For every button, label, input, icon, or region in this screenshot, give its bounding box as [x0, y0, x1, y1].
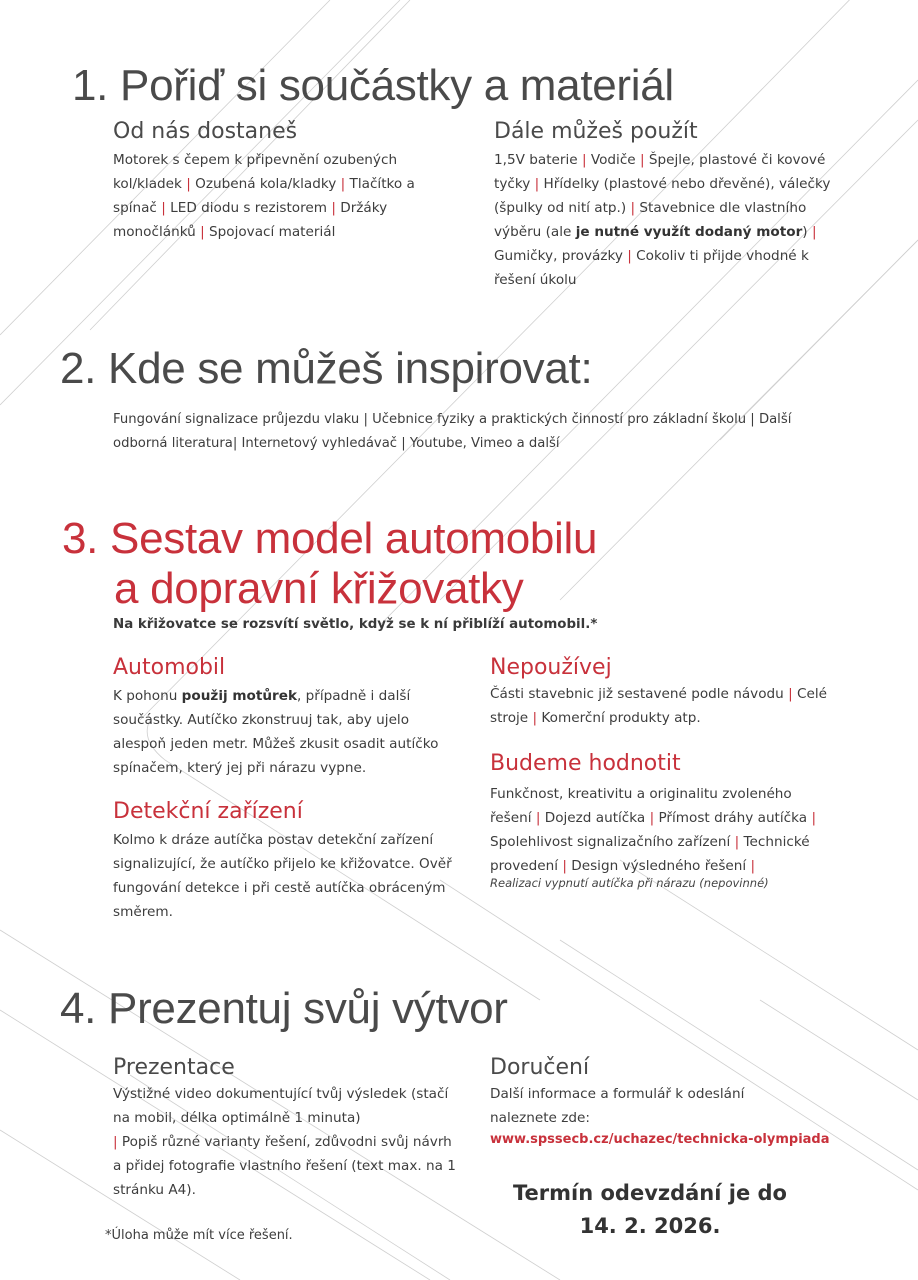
also-use-list: 1,5V baterie | Vodiče | Špejle, plastové či kovové tyčky | Hřídelky (plastové nebo dřevěné), válečky (špulky od nití atp.) | Stavebnice dle vlastního výběru (ale je nutné využít dodaný motor) | Gumičky, provázky | Cokoliv ti přijde vhodné k řešení úkolu: [494, 152, 831, 289]
deadline: [490, 1177, 810, 1243]
list-item: Přímost dráhy autíčka: [658, 810, 808, 827]
from-us-heading: Od nás dostaneš: [113, 119, 298, 144]
nepouzivej-list: Části stavebnic již sestavené podle návodu | Celé stroje | Komerční produkty atp.: [490, 686, 828, 727]
nepouzivej-heading: Nepoužívej: [490, 655, 612, 680]
list-item: Dojezd autíčka: [544, 810, 646, 827]
detekce-heading: Detekční zařízení: [113, 799, 303, 824]
list-item: Funkčnost, kreativitu a originalitu zvoleného řešení: [490, 786, 792, 827]
list-item: Spojovací materiál: [209, 224, 336, 241]
section-1-col-from-us: [113, 120, 463, 244]
section-2-title: 2. Kde se můžeš inspirovat:: [60, 344, 593, 393]
hodnoceni-heading: Budeme hodnotit: [490, 751, 681, 776]
list-item: Motorek s čepem k připevnění ozubených kol/kladek: [113, 152, 398, 193]
prezentace-text: Výstižné video dokumentující tvůj výsledek (stačí na mobil, délka optimálně 1 minuta) | Popiš různé varianty řešení, zdůvodni svůj návrh a přidej fotografie vlastního řešení (text max. na 1 stránku A4).: [113, 1086, 456, 1199]
section-3-title-line-2: a dopravní křižovatky: [114, 564, 524, 613]
from-us-list: Motorek s čepem k připevnění ozubených kol/kladek | Ozubená kola/kladky | Tlačítko a spínač | LED diodu s rezistorem | Držáky monočlánků | Spojovací materiál: [113, 152, 415, 241]
list-item: Gumičky, provázky: [494, 248, 623, 265]
detekce-text: Kolmo k dráze autíčka postav detekční zařízení signalizující, že autíčko přijelo ke křižovatce. Ověř fungování detekce i při cestě autíčka obráceným směrem.: [113, 832, 452, 921]
list-item: Celé stroje: [490, 686, 828, 727]
list-item: Tlačítko a spínač: [113, 176, 415, 217]
doruceni-heading: Doručení: [490, 1055, 590, 1080]
list-item: Technické provedení: [490, 834, 810, 875]
list-item: 1,5V baterie: [494, 152, 578, 169]
deadline-date: 14. 2. 2026.: [579, 1214, 721, 1238]
hodnoceni-list: Funkčnost, kreativitu a originalitu zvoleného řešení | Dojezd autíčka | Přímost dráhy autíčka | Spolehlivost signalizačního zařízení | Technické provedení | Design výsledného řešení |: [490, 786, 817, 875]
inspiration-text: Fungování signalizace průjezdu vlaku | Učebnice fyziky a praktických činností pro základní školu | Další odborná literatura| Internetový vyhledávač | Youtube, Vimeo a další: [113, 412, 792, 451]
section-3-title-line-1: 3. Sestav model automobilu: [62, 514, 598, 563]
section-1-col-also-use: [494, 120, 839, 292]
hodnoceni-optional-note: Realizaci vypnutí autíčka při nárazu (nepovinné): [490, 876, 769, 891]
automobil-text: K pohonu použij motůrek, případně i další součástky. Autíčko zkonstruuj tak, aby ujelo alespoň jeden metr. Můžeš zkusit osadit autíčko spínačem, který jej při nárazu vypne.: [113, 688, 439, 777]
nepouzivej-block: [490, 656, 845, 730]
list-item: Design výsledného řešení: [571, 858, 747, 875]
automobil-block: [113, 656, 463, 780]
list-item: Špejle, plastové či kovové tyčky: [494, 152, 826, 193]
automobil-heading: Automobil: [113, 655, 226, 680]
hodnoceni-block: [490, 752, 830, 890]
footnote: *Úloha může mít více řešení.: [105, 1228, 293, 1243]
list-item: Komerční produkty atp.: [541, 710, 701, 727]
list-item: Vodiče: [590, 152, 636, 169]
section-3-subtitle: Na křižovatce se rozsvítí světlo, když se k ní přiblíží automobil.*: [113, 617, 598, 632]
section-1-title: 1. Pořiď si součástky a materiál: [72, 61, 674, 110]
prezentace-heading: Prezentace: [113, 1055, 235, 1080]
list-item: Cokoliv ti přijde vhodné k řešení úkolu: [494, 248, 809, 289]
list-item: Ozubená kola/kladky: [195, 176, 337, 193]
list-item: Stavebnice dle vlastního výběru (ale je nutné využít dodaný motor): [494, 200, 808, 241]
list-item: Spolehlivost signalizačního zařízení: [490, 834, 731, 851]
section-4-title: 4. Prezentuj svůj výtvor: [60, 984, 508, 1033]
list-item: Držáky monočlánků: [113, 200, 388, 241]
list-item: Části stavebnic již sestavené podle návodu: [490, 686, 784, 703]
list-item: LED diodu s rezistorem: [170, 200, 327, 217]
doruceni-block: [490, 1056, 860, 1147]
prezentace-block: [113, 1056, 463, 1202]
detekce-block: [113, 800, 463, 924]
olympiada-link[interactable]: www.spssecb.cz/uchazec/technicka-olympiada: [490, 1132, 830, 1148]
deadline-label: Termín odevzdání je do: [513, 1181, 787, 1205]
list-item: Hřídelky (plastové nebo dřevěné), válečky (špulky od nití atp.): [494, 176, 831, 217]
also-use-heading: Dále můžeš použít: [494, 119, 698, 144]
doruceni-text: Další informace a formulář k odeslání naleznete zde:: [490, 1086, 745, 1127]
